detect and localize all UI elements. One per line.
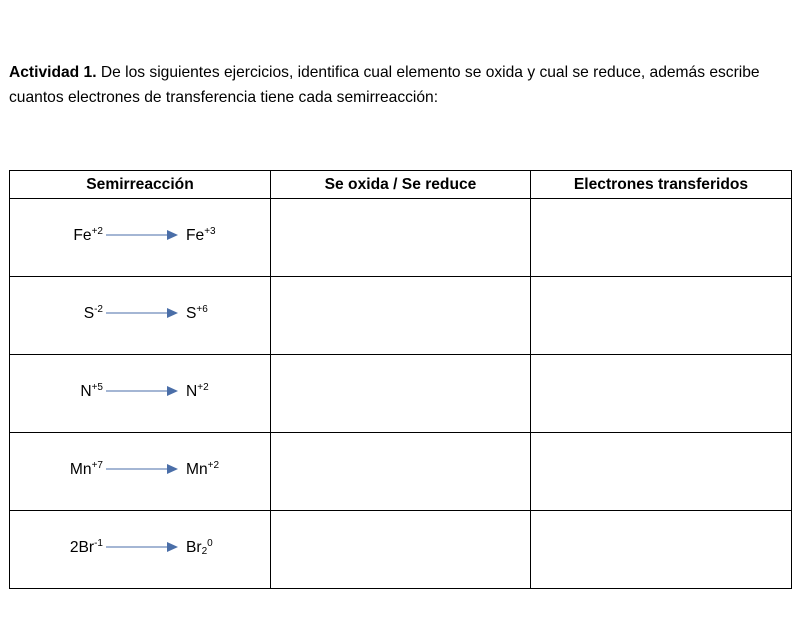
activity-instructions (9, 60, 801, 110)
answer-redox-cell[interactable] (271, 199, 531, 277)
product: $Br_2^0$ (186, 538, 213, 557)
answer-electrons-cell[interactable] (531, 511, 792, 589)
arrow-right-icon (106, 384, 178, 398)
reaction-cell (10, 433, 271, 511)
table-row (10, 277, 792, 355)
table-row (10, 355, 792, 433)
arrow-right-icon (106, 462, 178, 476)
reactant: $2Br^{-1}$ (69, 538, 103, 556)
reactant: $S^{-2}$ (83, 304, 103, 322)
arrow-right-icon (106, 228, 178, 242)
reactant: $Mn^{+7}$ (69, 460, 103, 478)
answer-electrons-cell[interactable] (531, 433, 792, 511)
answer-electrons-cell[interactable] (531, 199, 792, 277)
reaction-cell (10, 277, 271, 355)
product: $N^{+2}$ (186, 382, 209, 400)
table-row (10, 433, 792, 511)
table-header-row (10, 171, 792, 199)
activity-text: De los siguientes ejercicios, identifica cual elemento se oxida y cual se reduce, además escribe cuantos electrones de transferencia tiene cada semirreacción: (9, 64, 760, 106)
product: $Fe^{+3}$ (186, 226, 216, 244)
reactant: $Fe^{+2}$ (73, 226, 103, 244)
answer-redox-cell[interactable] (271, 511, 531, 589)
table-row (10, 511, 792, 589)
product: $S^{+6}$ (186, 304, 208, 322)
header-oxida-reduce: Se oxida / Se reduce (271, 171, 531, 199)
reactant: $N^{+5}$ (80, 382, 103, 400)
answer-redox-cell[interactable] (271, 355, 531, 433)
arrow-right-icon (106, 540, 178, 554)
table-row (10, 199, 792, 277)
answer-electrons-cell[interactable] (531, 355, 792, 433)
product: $Mn^{+2}$ (186, 460, 220, 478)
answer-redox-cell[interactable] (271, 277, 531, 355)
header-electrones: Electrones transferidos (531, 171, 792, 199)
reaction-cell (10, 199, 271, 277)
header-semirreaccion: Semirreacción (10, 171, 271, 199)
answer-redox-cell[interactable] (271, 433, 531, 511)
redox-table (9, 170, 792, 589)
answer-electrons-cell[interactable] (531, 277, 792, 355)
arrow-right-icon (106, 306, 178, 320)
reaction-cell (10, 355, 271, 433)
activity-label: Actividad 1. (9, 64, 97, 81)
reaction-cell (10, 511, 271, 589)
